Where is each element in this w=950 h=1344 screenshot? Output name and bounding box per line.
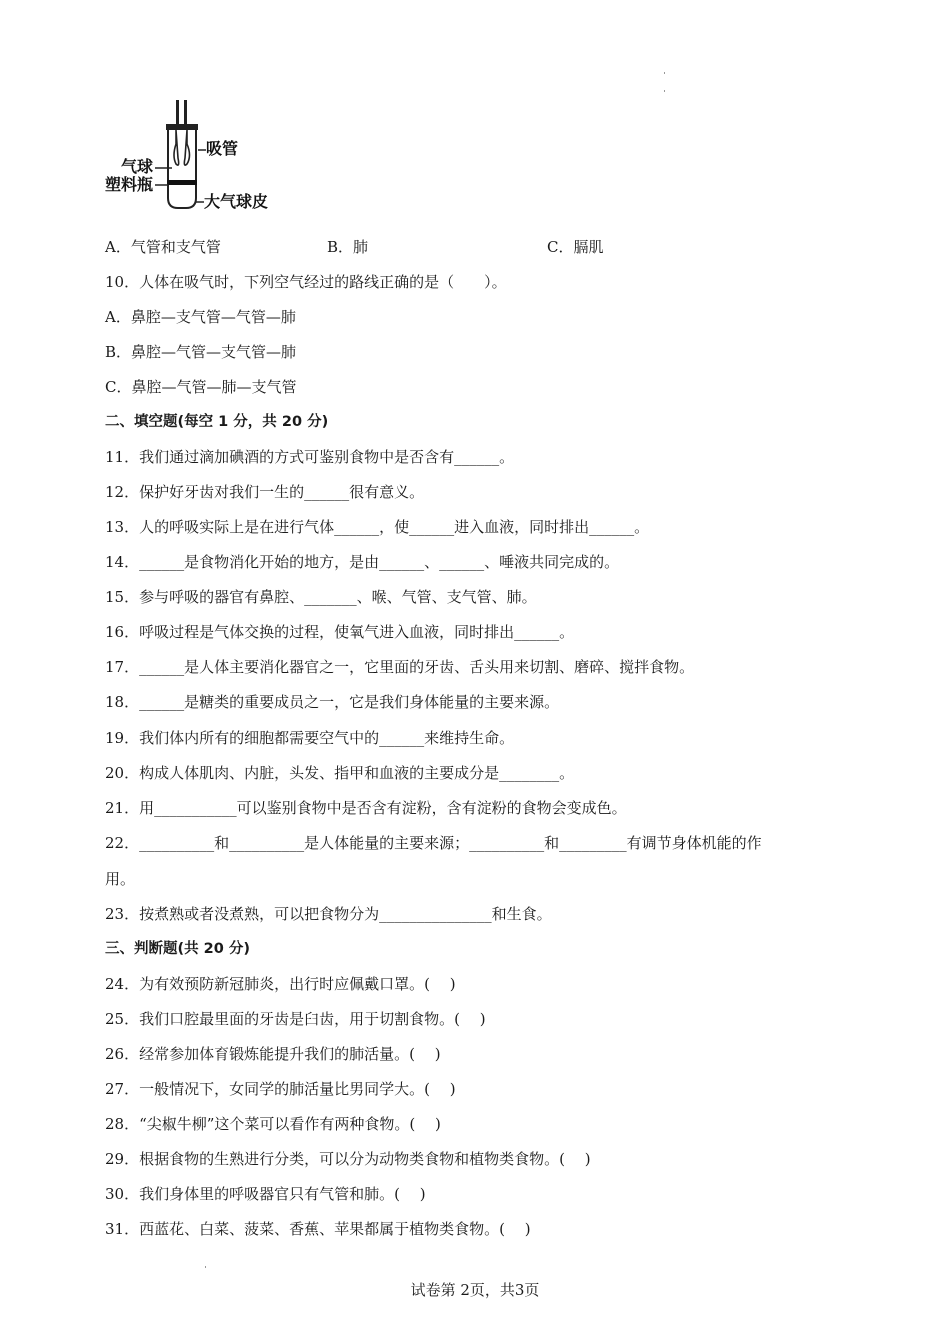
q9-option-c: C．膈肌 (547, 238, 604, 256)
question-25: 25．我们口腔最里面的牙齿是臼齿，用于切割食物。( ) (105, 1010, 486, 1028)
balloon-label: 气球 (121, 157, 154, 176)
question-23: 23．按煮熟或者没煮熟，可以把食物分为_______________和生食。 (105, 905, 552, 923)
question-24: 24．为有效预防新冠肺炎，出行时应佩戴口罩。( ) (105, 975, 456, 993)
scan-dot (664, 72, 665, 74)
question-13: 13．人的呼吸实际上是在进行气体______，使______进入血液，同时排出______。 (105, 518, 650, 536)
bottle-icon (166, 124, 198, 208)
question-22: 22．__________和__________是人体能量的主要来源；__________和_________有调节身体机能的作 (105, 834, 762, 852)
membrane-icon (167, 180, 197, 185)
question-21: 21．用___________可以鉴别食物中是否含有淀粉，含有淀粉的食物会变成色。 (105, 799, 627, 817)
balloon-icon (174, 130, 190, 165)
question-31: 31．西蓝花、白菜、菠菜、香蕉、苹果都属于植物类食物。( ) (105, 1220, 531, 1238)
question-16: 16．呼吸过程是气体交换的过程，使氧气进入血液，同时排出______。 (105, 623, 575, 641)
q10-option-a: A．鼻腔—支气管—气管—肺 (105, 308, 296, 326)
question-22-cont: 用。 (105, 870, 136, 888)
question-18: 18．______是糖类的重要成员之一，它是我们身体能量的主要来源。 (105, 693, 560, 711)
q10-option-c: C．鼻腔—气管—肺—支气管 (105, 378, 297, 396)
question-30: 30．我们身体里的呼吸器官只有气管和肺。( ) (105, 1185, 426, 1203)
question-12: 12．保护好牙齿对我们一生的______很有意义。 (105, 483, 425, 501)
q9-option-a: A．气管和支气管 (105, 238, 221, 256)
question-26: 26．经常参加体育锻炼能提升我们的肺活量。( ) (105, 1045, 441, 1063)
question-19: 19．我们体内所有的细胞都需要空气中的______来维持生命。 (105, 729, 515, 747)
q9-option-b: B．肺 (327, 238, 369, 256)
question-17: 17．______是人体主要消化器官之一，它里面的牙齿、舌头用来切割、磨碎、搅拌食物。 (105, 658, 695, 676)
question-29: 29．根据食物的生熟进行分类，可以分为动物类食物和植物类食物。( ) (105, 1150, 591, 1168)
question-14: 14．______是食物消化开始的地方，是由______、______、唾液共同完成的。 (105, 553, 620, 571)
q10-stem: 10．人体在吸气时，下列空气经过的路线正确的是（ ）。 (105, 273, 507, 291)
question-27: 27．一般情况下，女同学的肺活量比男同学大。( ) (105, 1080, 456, 1098)
q10-option-b: B．鼻腔—气管—支气管—肺 (105, 343, 297, 361)
bottle-label: 塑料瓶 (105, 175, 154, 194)
scan-dot (205, 1266, 206, 1268)
question-15: 15．参与呼吸的器官有鼻腔、_______、喉、气管、支气管、肺。 (105, 588, 537, 606)
straw-icon (176, 100, 187, 126)
question-20: 20．构成人体肌肉、内脏，头发、指甲和血液的主要成分是________。 (105, 764, 575, 782)
lung-model-figure (100, 98, 285, 216)
section3-title: 三、判断题(共 20 分) (105, 941, 251, 957)
membrane-label: 大气球皮 (204, 192, 269, 211)
question-11: 11．我们通过滴加碘酒的方式可鉴别食物中是否含有______。 (105, 448, 515, 466)
page-footer: 试卷第 2页，共3页 (410, 1281, 540, 1299)
section2-title: 二、填空题(每空 1 分，共 20 分) (105, 414, 329, 430)
scan-dot (664, 90, 665, 92)
straw-label: 吸管 (206, 139, 239, 158)
question-28: 28．“尖椒牛柳”这个菜可以看作有两种食物。( ) (105, 1115, 441, 1133)
